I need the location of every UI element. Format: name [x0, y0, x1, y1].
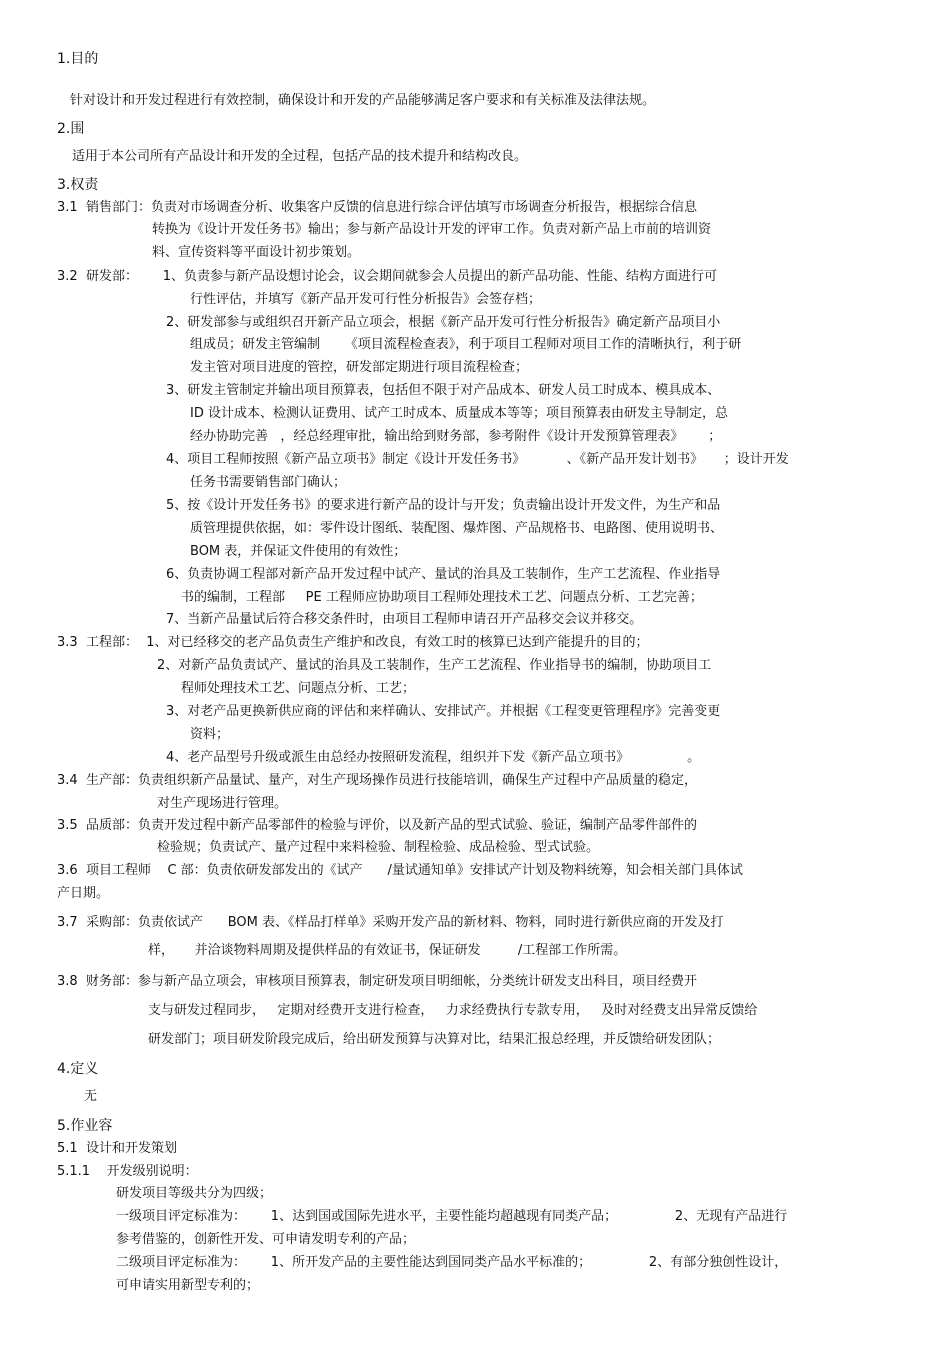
responsibility-project-engineer-cont: 产日期。 — [57, 886, 110, 901]
responsibility-finance-cont: 支与研发过程同步， 定期对经费开支进行检查， 力求经费执行专款专用， 及时对经费支出异常反馈给 — [148, 1003, 758, 1018]
responsibility-engineering-cont: 程师处理技术工艺、问题点分析、工艺； — [181, 681, 416, 696]
section-5-heading: 5.作业容 — [57, 1118, 113, 1134]
responsibility-purchasing: 3.7 采购部：负责依试产 BOM 表、《样品打样单》采购开发产品的新材料、物料，同时进行新供应商的开发及打 — [57, 915, 724, 930]
responsibility-rd-cont: BOM 表，并保证文件使用的有效性； — [190, 544, 407, 559]
subsection-5-1: 5.1 设计和开发策划 — [57, 1141, 177, 1156]
responsibility-quality: 3.5 品质部：负责开发过程中新产品零部件的检验与评价，以及新产品的型式试验、验证，编制产品零件部件的 — [57, 818, 697, 833]
responsibility-engineering-item: 3、对老产品更换新供应商的评估和来样确认、安排试产。并根据《工程变更管理程序》完善变更 — [166, 704, 721, 719]
responsibility-quality-cont: 检验规；负责试产、量产过程中来料检验、制程检验、成品检验、型式试验。 — [157, 840, 600, 855]
section-1-heading: 1.目的 — [57, 51, 99, 67]
responsibility-engineering: 3.3 工程部： 1、对已经移交的老产品负责生产维护和改良，有效工时的核算已达到产能提升的目的； — [57, 635, 649, 650]
section-4-heading: 4.定义 — [57, 1061, 99, 1077]
responsibility-production: 3.4 生产部：负责组织新产品量试、量产，对生产现场操作员进行技能培训，确保生产过程中产品质量的稳定， — [57, 773, 697, 788]
responsibility-rd-cont: 行性评估，并填写《新产品开发可行性分析报告》会签存档； — [190, 292, 542, 307]
level-2-criteria-cont: 可申请实用新型专利的； — [116, 1278, 260, 1293]
level-1-criteria-cont: 参考借鉴的，创新性开发、可申请发明专利的产品； — [116, 1232, 416, 1247]
scope-text: 适用于本公司所有产品设计和开发的全过程，包括产品的技术提升和结构改良。 — [72, 149, 528, 164]
responsibility-engineering-cont: 资料； — [190, 727, 230, 742]
level-1-criteria: 一级项目评定标准为： 1、达到国或国际先进水平，主要性能均超越现有同类产品； 2、无现有产品进行 — [116, 1209, 788, 1224]
responsibility-finance: 3.8 财务部：参与新产品立项会，审核项目预算表，制定研发项目明细帐，分类统计研发支出科目，项目经费开 — [57, 974, 697, 989]
responsibility-rd-item: 5、按《设计开发任务书》的要求进行新产品的设计与开发；负责输出设计开发文件，为生产和品 — [166, 498, 721, 513]
responsibility-rd-cont: 组成员；研发主管编制 《项目流程检查表》，利于项目工程师对项目工作的清晰执行，利于研 — [190, 337, 742, 352]
level-2-criteria: 二级项目评定标准为： 1、所开发产品的主要性能达到国同类产品水平标准的； 2、有部分独创性设计， — [116, 1255, 788, 1270]
responsibility-rd: 3.2 研发部： 1、负责参与新产品设想讨论会，议会期间就参会人员提出的新产品功能、性能、结构方面进行可 — [57, 269, 718, 284]
responsibility-rd-item: 4、项目工程师按照《新产品立项书》制定《设计开发任务书》 、《新产品开发计划书》 ；设计开发 — [166, 452, 789, 467]
responsibility-sales: 3.1 销售部门：负责对市场调查分析、收集客户反馈的信息进行综合评估填写市场调查分析报告，根据综合信息 — [57, 200, 697, 215]
responsibility-project-engineer: 3.6 项目工程师 C 部：负责依研发部发出的《试产 /量试通知单》安排试产计划及物料统筹，知会相关部门具体试 — [57, 863, 743, 878]
responsibility-rd-item: 7、当新产品量试后符合移交条件时，由项目工程师申请召开产品移交会议并移交。 — [166, 612, 643, 627]
responsibility-rd-item: 3、研发主管制定并输出项目预算表，包括但不限于对产品成本、研发人员工时成本、模具成本、 — [166, 383, 721, 398]
section-2-heading: 2.围 — [57, 121, 85, 137]
responsibility-sales-cont: 料、宣传资料等平面设计初步策划。 — [152, 245, 361, 260]
responsibility-purchasing-cont: 样， 并洽谈物料周期及提供样品的有效证书，保证研发 /工程部工作所需。 — [148, 943, 627, 958]
level-count-text: 研发项目等级共分为四级； — [116, 1186, 273, 1201]
responsibility-rd-item: 2、研发部参与或组织召开新产品立项会，根据《新产品开发可行性分析报告》确定新产品项目小 — [166, 315, 721, 330]
responsibility-engineering-item: 4、老产品型号升级或派生由总经办按照研发流程，组织并下发《新产品立项书》 。 — [166, 750, 701, 765]
section-3-heading: 3.权责 — [57, 177, 99, 193]
responsibility-sales-cont: 转换为《设计开发任务书》输出；参与新产品设计开发的评审工作。负责对新产品上市前的培训资 — [152, 222, 712, 237]
responsibility-engineering-item: 2、对新产品负责试产、量试的治具及工装制作，生产工艺流程、作业指导书的编制，协助项目工 — [157, 658, 712, 673]
purpose-text: 针对设计和开发过程进行有效控制，确保设计和开发的产品能够满足客户要求和有关标准及法律法规。 — [70, 93, 656, 108]
responsibility-production-cont: 对生产现场进行管理。 — [157, 796, 288, 811]
responsibility-rd-cont: ID 设计成本、检测认证费用、试产工时成本、质量成本等等；项目预算表由研发主导制定，总 — [190, 406, 728, 421]
responsibility-rd-cont: 发主管对项目进度的管控，研发部定期进行项目流程检查； — [190, 360, 529, 375]
responsibility-rd-cont: 书的编制，工程部 PE 工程师应协助项目工程师处理技术工艺、问题点分析、工艺完善； — [181, 590, 703, 605]
responsibility-rd-cont: 经办协助完善 ，经总经理审批，输出给到财务部，参考附件《设计开发预算管理表》 ； — [190, 429, 722, 444]
responsibility-finance-cont: 研发部门；项目研发阶段完成后，给出研发预算与决算对比，结果汇报总经理，并反馈给研发团队； — [148, 1032, 721, 1047]
subsection-5-1-1: 5.1.1 开发级别说明： — [57, 1164, 198, 1179]
responsibility-rd-cont: 任务书需要销售部门确认； — [190, 475, 347, 490]
definition-text: 无 — [84, 1089, 98, 1104]
responsibility-rd-item: 6、负责协调工程部对新产品开发过程中试产、量试的治具及工装制作，生产工艺流程、作业指导 — [166, 567, 721, 582]
responsibility-rd-cont: 质管理提供依据，如：零件设计图纸、装配图、爆炸图、产品规格书、电路图、使用说明书、 — [190, 521, 724, 536]
